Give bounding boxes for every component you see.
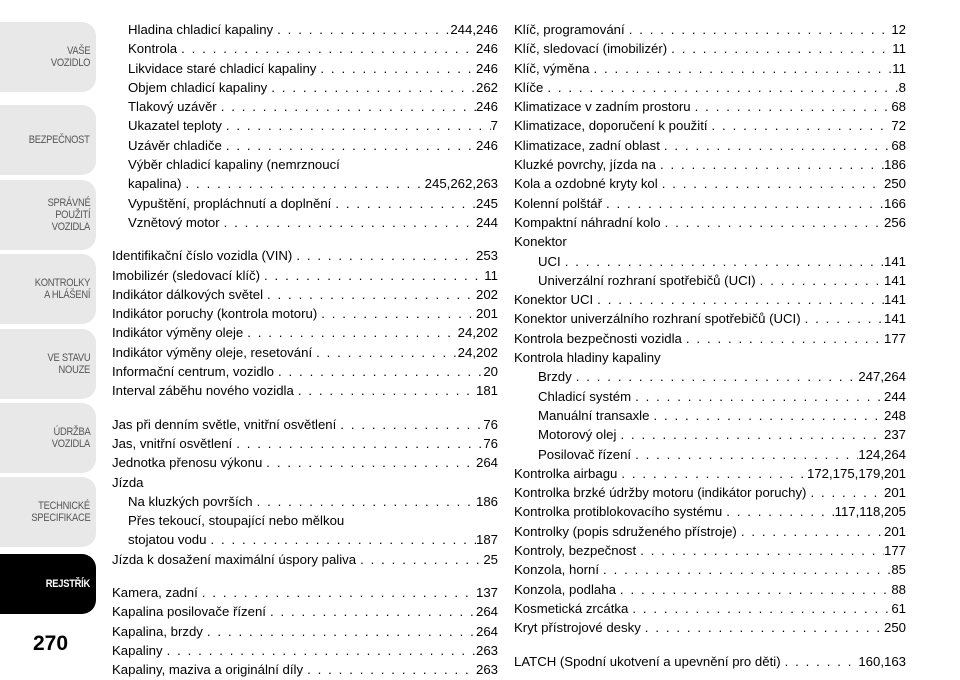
index-entry [514,348,906,367]
index-entry-term: Uzávěr chladiče [128,137,222,153]
index-entry-term: Kapaliny, maziva a originální díly [112,662,304,678]
index-entry [514,136,906,155]
leader-dots [708,116,892,135]
index-entry-page: 141 [883,272,906,288]
index-entry-page: 201 [475,306,498,322]
index-entry-term: Kontroly, bezpečnost [514,543,637,559]
index-entry-term: Kapalina, brzdy [112,623,203,639]
index-entry [514,580,906,599]
index-entry-page: 166 [883,195,906,211]
index-entry-page: 264 [475,604,498,620]
leader-dots [317,304,476,323]
index-entry-page: 172,175,179,201 [806,465,906,481]
chapter-tab-label: VOZIDLA [51,221,90,233]
index-entry [112,78,498,97]
index-entry-term: Tlakový uzávěr [128,99,217,115]
index-entry-term: Konzola, podlaha [514,581,616,597]
index-entry-page: 24,202 [457,344,498,360]
leader-dots [203,622,476,641]
index-entry-page: 124,264 [858,446,906,462]
index-entry-term: Jas při denním světle, vnitřní osvětlení [112,416,337,432]
leader-dots [274,362,483,381]
index-entry [514,406,906,425]
index-entry [514,502,906,521]
index-entry-term: Klimatizace, doporučení k použití [514,118,708,134]
index-entry [112,155,498,174]
index-entry [112,473,498,492]
chapter-tab-label: SPRÁVNÉ [47,197,90,209]
index-entry-page: 246 [475,137,498,153]
index-entry-term: Objem chladicí kapaliny [128,79,268,95]
leader-dots [177,39,476,58]
index-entry-page: 186 [883,157,906,173]
index-entry-page: 250 [883,620,906,636]
index-entry-page: 24,202 [457,325,498,341]
index-entry-page: 7 [490,118,498,134]
index-entry-term: Ukazatel teploty [128,118,222,134]
index-entry [112,583,498,602]
index-entry-term: Konektor [514,234,567,250]
index-entry-page: 246 [475,99,498,115]
index-entry-page: 137 [475,585,498,601]
index-entry-term: Jízda k dosažení maximální úspory paliva [112,551,357,567]
index-entry [112,59,498,78]
index-entry-page: 201 [883,485,906,501]
leader-dots [660,136,891,155]
leader-dots [316,59,476,78]
chapter-tab-6[interactable] [0,403,96,473]
index-entry-page: 76 [483,435,498,451]
index-entry-term: Klimatizace, zadní oblast [514,137,660,153]
index-entry-page: 72 [891,118,906,134]
index-entry-page: 245,262,263 [424,176,498,192]
index-entry [112,174,498,193]
index-entry [112,550,498,569]
chapter-tab-label: ÚDRŽBA [53,426,90,438]
index-entry-page: 68 [891,99,906,115]
index-entry-term: Likvidace staré chladicí kapaliny [128,60,317,76]
index-entry-page: 181 [475,383,498,399]
leader-dots [206,530,476,549]
leader-dots [806,483,884,502]
index-entry-term: Motorový olej [538,427,617,443]
index-entry-term: Konzola, horní [514,562,600,578]
index-entry-page: 262 [475,79,498,95]
index-entry [514,618,906,637]
index-entry-page: 263 [475,662,498,678]
index-entry-term: Přes tekoucí, stoupající nebo mělkou [128,513,345,529]
leader-dots [722,502,834,521]
index-entry [514,387,906,406]
chapter-tab-2[interactable] [0,105,96,175]
chapter-tab-5[interactable] [0,329,96,399]
index-entry [514,78,906,97]
leader-dots [691,97,892,116]
index-entry [514,445,906,464]
index-entry [514,309,906,328]
index-entry-term: Klíč, sledovací (imobilizér) [514,41,668,57]
leader-dots [561,252,884,271]
index-entry [112,381,498,400]
index-entry [112,622,498,641]
index-entry [514,174,906,193]
leader-dots [336,415,483,434]
index-entry [514,425,906,444]
index-entry-term: kapalina) [128,176,182,192]
index-column-right [514,20,906,671]
index-entry [112,116,498,135]
index-entry [112,530,498,549]
index-entry [514,39,906,58]
index-entry-page: 187 [475,532,498,548]
leader-dots [273,20,450,39]
index-entry [514,522,906,541]
index-entry [514,59,906,78]
chapter-tab-label: SPECIFIKACE [30,512,90,524]
leader-dots [260,266,484,285]
index-entry-term: Konektor UCI [514,292,594,308]
chapter-tab-4[interactable] [0,254,96,324]
leader-dots [292,246,476,265]
chapter-sidebar [0,0,97,678]
index-entry-page: 11 [892,60,906,76]
index-entry [514,155,906,174]
index-entry-term: Klíče [514,79,544,95]
index-entry [514,541,906,560]
index-entry [112,136,498,155]
index-entry [514,367,906,386]
index-entry [112,511,498,530]
leader-dots [266,602,476,621]
index-entry [112,39,498,58]
leader-dots [232,434,483,453]
index-entry-page: 25 [483,551,498,567]
leader-dots [267,78,476,97]
index-entry-term: Kola a ozdobné kryty kol [514,176,658,192]
index-entry-term: Informační centrum, vozidlo [112,364,274,380]
index-entry-page: 202 [475,286,498,302]
index-entry-term: Kontrolka protiblokovacího systému [514,504,723,520]
index-entry-page: 246 [475,41,498,57]
index-entry-page: 12 [891,22,906,37]
index-entry-term: Chladicí systém [538,388,632,404]
index-entry-term: Kontrola [128,41,178,57]
index-entry-term: stojatou vodu [128,532,207,548]
index-entry [112,434,498,453]
index-entry-page: 141 [883,311,906,327]
leader-dots [667,39,892,58]
leader-dots [243,323,457,342]
index-entry-page: 160,163 [858,653,906,669]
chapter-tab-label: TECHNICKÉ [38,500,90,512]
index-entry [112,266,498,285]
chapter-tab-label: REJSTŘÍK [45,578,90,590]
leader-dots [602,194,884,213]
index-entry-page: 237 [883,427,906,443]
index-entry-page: 177 [883,543,906,559]
index-entry-page: 68 [891,137,906,153]
index-entry-term: Kompaktní náhradní kolo [514,214,661,230]
chapter-tab-label: VOZIDLA [51,438,90,450]
index-entry-term: Konektor univerzálního rozhraní spotřebičů (UCI) [514,311,801,327]
index-entry-term: Jas, vnitřní osvětlení [112,435,233,451]
chapter-tab-1[interactable] [0,22,96,92]
index-entry-page: 247,264 [858,369,906,385]
page-number: 270 [33,632,69,655]
index-entry-page: 256 [883,214,906,230]
index-entry-page: 246 [475,60,498,76]
leader-dots [303,660,476,679]
leader-dots [599,560,891,579]
leader-dots [641,618,884,637]
index-entry-term: Klíč, výměna [514,60,590,76]
index-entry [514,652,906,671]
index-entry [514,271,906,290]
index-entry [112,660,498,679]
leader-dots [253,492,476,511]
leader-dots [220,213,476,232]
index-entry [112,492,498,511]
leader-dots [222,116,491,135]
leader-dots [616,580,891,599]
index-entry [514,599,906,618]
index-entry-page: 244 [475,214,498,230]
chapter-tab-label: KONTROLKY [34,277,90,289]
chapter-tab-8[interactable] [0,554,96,614]
index-entry [514,116,906,135]
index-entry-term: Interval záběhu nového vozidla [112,383,294,399]
index-entry-term: Manuální transaxle [538,407,650,423]
index-entry [514,329,906,348]
index-entry-page: 11 [892,41,906,57]
leader-dots [182,174,425,193]
leader-dots [682,329,884,348]
index-entry-term: Kosmetická zrcátka [514,600,629,616]
index-entry-page: 61 [891,600,906,616]
index-entry-page: 88 [891,581,906,597]
leader-dots [312,343,458,362]
index-entry-page: 117,118,205 [834,504,906,520]
index-entry-page: 263 [475,642,498,658]
index-entry [112,20,498,39]
leader-dots [263,285,476,304]
chapter-tab-label: VOZIDLO [50,57,90,69]
chapter-tab-7[interactable] [0,477,96,547]
index-entry-page: 248 [883,407,906,423]
leader-dots [217,97,476,116]
index-entry [514,20,906,39]
index-entry [112,453,498,472]
leader-dots [262,453,476,472]
index-entry-term: Kontrolka brzké údržby motoru (indikátor poruchy) [514,485,807,501]
index-entry [112,343,498,362]
index-entry [112,641,498,660]
index-entry-page: 264 [475,455,498,471]
leader-dots [661,213,884,232]
index-entry [112,415,498,434]
index-entry-page: 253 [475,248,498,264]
leader-dots [801,309,884,328]
leader-dots [593,290,884,309]
index-entry-term: Kapalina posilovače řízení [112,604,266,620]
index-entry-term: Univerzální rozhraní spotřebičů (UCI) [538,272,756,288]
chapter-tab-label: BEZPEČNOST [29,134,90,146]
index-entry-term: Indikátor poruchy (kontrola motoru) [112,306,318,322]
index-entry-term: Kapaliny [112,642,163,658]
leader-dots [617,464,807,483]
index-entry [514,232,906,251]
index-entry-page: 244,246 [450,22,498,37]
index-entry-term: Brzdy [538,369,572,385]
leader-dots [658,174,884,193]
index-entry-term: Posilovač řízení [538,446,632,462]
chapter-tab-label: VAŠE [66,45,90,57]
leader-dots [628,599,891,618]
leader-dots [631,445,858,464]
leader-dots [649,406,884,425]
leader-dots [625,20,892,39]
leader-dots [294,381,476,400]
index-entry-page: 177 [883,330,906,346]
leader-dots [356,550,483,569]
leader-dots [737,522,884,541]
index-entry-page: 250 [883,176,906,192]
leader-dots [222,136,476,155]
index-entry-page: 11 [484,267,498,283]
index-entry-page: 186 [475,493,498,509]
index-entry-term: Imobilizér (sledovací klíč) [112,267,261,283]
index-entry [514,464,906,483]
leader-dots [656,155,884,174]
index-entry-term: Kontrola bezpečnosti vozidla [514,330,682,346]
index-entry [514,483,906,502]
index-entry-page: 201 [883,523,906,539]
leader-dots [781,652,859,671]
leader-dots [631,387,884,406]
index-entry-term: Klimatizace v zadním prostoru [514,99,691,115]
index-entry [112,194,498,213]
index-entry-term: Indikátor dálkových světel [112,286,263,302]
chapter-tab-label: NOUZE [58,364,90,376]
index-entry-term: Výběr chladicí kapaliny (nemrznoucí [128,157,340,173]
index-entry [514,560,906,579]
leader-dots [756,271,884,290]
index-entry [112,97,498,116]
index-entry-page: 76 [483,416,498,432]
index-entry-term: Kontrola hladiny kapaliny [514,350,661,366]
leader-dots [543,78,898,97]
index-entry [514,252,906,271]
leader-dots [331,194,476,213]
index-entry-term: Vznětový motor [128,214,220,230]
index-entry-page: 244 [883,388,906,404]
index-entry-page: 85 [891,562,906,578]
index-entry-term: Hladina chladicí kapaliny [128,22,274,37]
index-entry-page: 245 [475,195,498,211]
index-entry [514,97,906,116]
index-entry-term: LATCH (Spodní ukotvení a upevnění pro děti) [514,653,781,669]
index-entry-term: Klíč, programování [514,22,625,37]
index-entry-term: Indikátor výměny oleje, resetování [112,344,313,360]
index-entry-term: Na kluzkých površích [128,493,253,509]
index-entry-page: 141 [883,253,906,269]
leader-dots [572,367,859,386]
index-entry-page: 8 [898,79,906,95]
index-entry [112,323,498,342]
index-entry [112,285,498,304]
index-entry-term: Kamera, zadní [112,585,198,601]
chapter-tab-label: VE STAVU [47,352,90,364]
index-entry-page: 20 [483,364,498,380]
index-entry [112,304,498,323]
index-entry [112,246,498,265]
leader-dots [616,425,884,444]
index-entry-term: Kolenní polštář [514,195,602,211]
index-entry-term: Kontrolka airbagu [514,465,618,481]
index-entry-term: Kontrolky (popis sdruženého přístroje) [514,523,737,539]
index-entry [112,362,498,381]
leader-dots [590,59,893,78]
leader-dots [198,583,476,602]
index-entry [112,213,498,232]
index-entry-page: 141 [883,292,906,308]
index-column-left [112,20,498,680]
leader-dots [163,641,476,660]
index-entry [514,213,906,232]
index-entry-page: 264 [475,623,498,639]
chapter-tab-label: A HLÁŠENÍ [43,289,90,301]
index-entry-term: Jízda [112,474,144,490]
index-entry [514,290,906,309]
chapter-tab-3[interactable] [0,180,96,250]
index-entry-term: Kluzké povrchy, jízda na [514,157,656,173]
index-entry [514,194,906,213]
index-entry-term: Identifikační číslo vozidla (VIN) [112,248,293,264]
index-entry-term: Kryt přístrojové desky [514,620,641,636]
chapter-tab-label: POUŽITÍ [54,209,90,221]
index-entry-term: Jednotka přenosu výkonu [112,455,263,471]
leader-dots [636,541,884,560]
index-entry-term: Vypuštění, propláchnutí a doplnění [128,195,332,211]
index-entry [112,602,498,621]
index-entry-term: UCI [538,253,561,269]
index-entry-term: Indikátor výměny oleje [112,325,244,341]
